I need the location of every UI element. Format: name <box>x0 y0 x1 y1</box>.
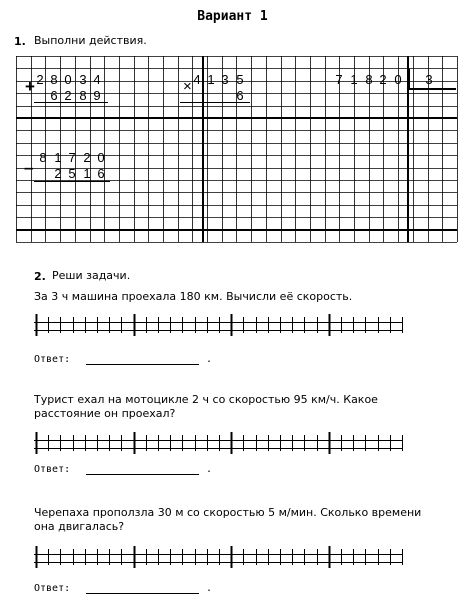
task1-instruction: Выполни действия. <box>34 34 147 47</box>
digit: 5 <box>236 72 244 87</box>
multiplication-result-line <box>180 102 250 103</box>
page-title: Вариант 1 <box>197 9 268 24</box>
digit: 3 <box>425 72 433 87</box>
task2-number: 2. <box>34 270 46 283</box>
digit: 6 <box>50 88 58 103</box>
digit: 4 <box>193 72 201 87</box>
digit: 4 <box>93 72 101 87</box>
digit: 1 <box>207 72 215 87</box>
plus-sign: + <box>25 77 35 96</box>
digit: 0 <box>64 72 72 87</box>
digit: 7 <box>335 72 343 87</box>
answer-input-line[interactable] <box>86 593 199 594</box>
subtraction-result-line <box>34 181 110 182</box>
task2-instruction: Реши задачи. <box>52 269 131 282</box>
digit: 2 <box>54 166 62 181</box>
division-bracket-vertical <box>408 69 410 90</box>
digit: 2 <box>36 72 44 87</box>
answer-input-line[interactable] <box>86 474 199 475</box>
digit: 8 <box>39 150 47 165</box>
times-sign: × <box>183 78 192 95</box>
solution-lines <box>34 432 404 454</box>
solution-lines <box>34 546 404 568</box>
digit: 7 <box>68 150 76 165</box>
answer-input-line[interactable] <box>86 364 199 365</box>
digit: 5 <box>68 166 76 181</box>
problem-text: Черепаха проползла 30 м со скоростью 5 м/мин. Сколько времени она двигалась? <box>34 506 422 533</box>
answer-dot: . <box>206 583 213 594</box>
answer-dot: . <box>206 464 213 475</box>
digit: 8 <box>365 72 373 87</box>
answer-label: Ответ: <box>34 464 71 475</box>
digit: 1 <box>350 72 358 87</box>
digit: 8 <box>50 72 58 87</box>
addition-result-line <box>34 102 108 103</box>
digit: 2 <box>64 88 72 103</box>
digit: 2 <box>83 150 91 165</box>
division-bracket-horizontal <box>408 88 456 90</box>
digit: 6 <box>97 166 105 181</box>
problem-text: За 3 ч машина проехала 180 км. Вычисли её скорость. <box>34 290 353 303</box>
digit: 2 <box>379 72 387 87</box>
digit: 6 <box>236 88 244 103</box>
solution-lines <box>34 314 404 336</box>
digit: 3 <box>221 72 229 87</box>
digit: 0 <box>97 150 105 165</box>
digit: 8 <box>79 88 87 103</box>
problem-text: Турист ехал на мотоцикле 2 ч со скоростью 95 км/ч. Какое расстояние он проехал? <box>34 393 378 420</box>
task1-number: 1. <box>14 35 26 48</box>
digit: 9 <box>93 88 101 103</box>
digit: 3 <box>79 72 87 87</box>
digit: 1 <box>83 166 91 181</box>
minus-sign: – <box>24 158 34 177</box>
digit: 0 <box>394 72 402 87</box>
answer-dot: . <box>206 354 213 365</box>
answer-label: Ответ: <box>34 354 71 365</box>
answer-label: Ответ: <box>34 583 71 594</box>
digit: 1 <box>54 150 62 165</box>
